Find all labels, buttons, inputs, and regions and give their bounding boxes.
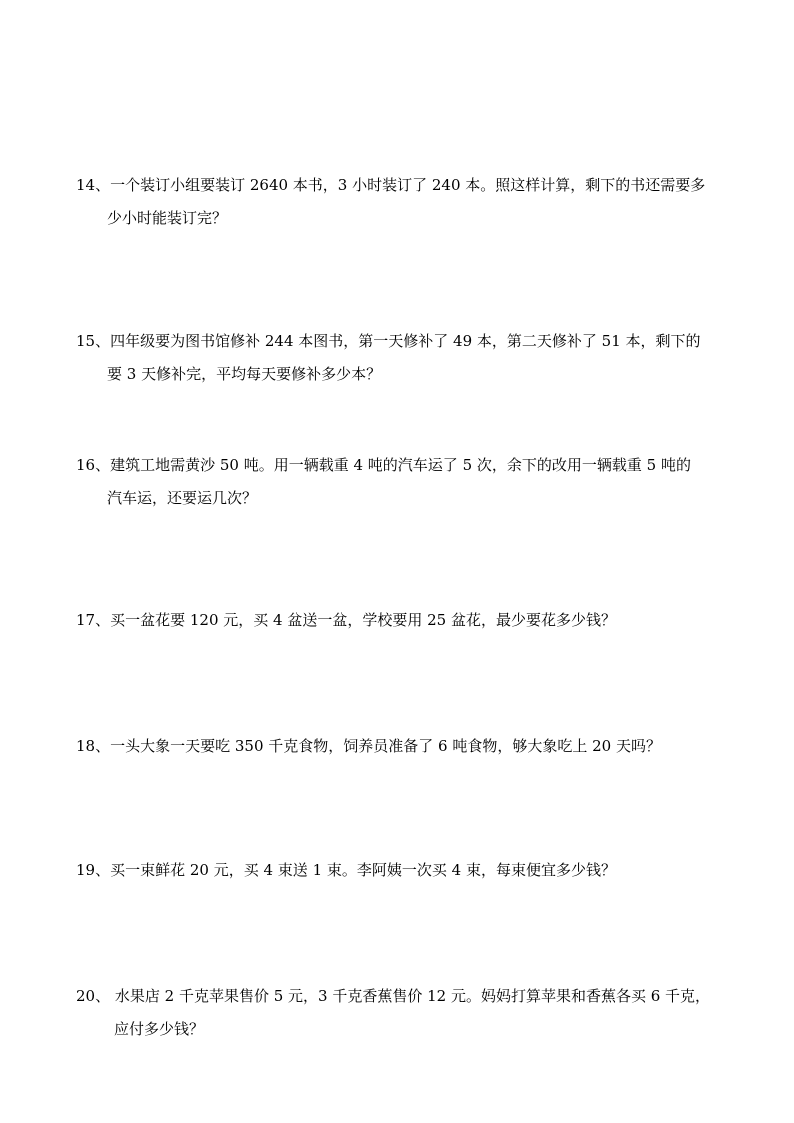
problem-number: 16、 bbox=[76, 456, 111, 474]
problem-20 bbox=[76, 980, 726, 1046]
problem-18 bbox=[76, 730, 726, 763]
problem-text: 一个装订小组要装订 2640 本书，3 小时装订了 240 本。照这样计算，剩下的书还需要多 bbox=[110, 176, 706, 194]
problem-number: 20、 bbox=[76, 987, 111, 1005]
problem-text-continued: 要 3 天修补完，平均每天要修补多少本？ bbox=[107, 365, 382, 383]
problem-14 bbox=[76, 169, 726, 235]
problem-number: 15、 bbox=[76, 332, 111, 350]
problem-line bbox=[76, 325, 726, 358]
problem-line bbox=[76, 730, 726, 763]
problem-text-continued: 应付多少钱？ bbox=[114, 1020, 205, 1038]
problem-number: 17、 bbox=[76, 611, 111, 629]
problem-16 bbox=[76, 449, 726, 515]
problem-number: 19、 bbox=[76, 861, 111, 879]
problem-text: 四年级要为图书馆修补 244 本图书，第一天修补了 49 本，第二天修补了 51 本，剩下的 bbox=[110, 332, 701, 350]
problem-number: 14、 bbox=[76, 176, 111, 194]
problem-line bbox=[76, 604, 726, 637]
problem-text-continued: 少小时能装订完？ bbox=[107, 209, 228, 227]
problem-text: 建筑工地需黄沙 50 吨。用一辆载重 4 吨的汽车运了 5 次，余下的改用一辆载重 5 吨的 bbox=[110, 456, 691, 474]
problem-line bbox=[76, 980, 726, 1013]
problem-19 bbox=[76, 854, 726, 887]
problem-line bbox=[76, 169, 726, 202]
problem-text: 买一盆花要 120 元，买 4 盆送一盆，学校要用 25 盆花，最少要花多少钱？ bbox=[110, 611, 616, 629]
problem-17 bbox=[76, 604, 726, 637]
problem-text: 买一束鲜花 20 元，买 4 束送 1 束。李阿姨一次买 4 束，每束便宜多少钱？ bbox=[110, 861, 616, 879]
problem-text-continued: 汽车运，还要运几次？ bbox=[107, 489, 258, 507]
problem-15 bbox=[76, 325, 726, 391]
problem-text: 一头大象一天要吃 350 千克食物，饲养员准备了 6 吨食物，够大象吃上 20 天吗？ bbox=[110, 737, 661, 755]
problem-number: 18、 bbox=[76, 737, 111, 755]
problem-text: 水果店 2 千克苹果售价 5 元，3 千克香蕉售价 12 元。妈妈打算苹果和香蕉各买 6 千克， bbox=[110, 987, 711, 1005]
problem-line bbox=[76, 854, 726, 887]
problem-line bbox=[76, 449, 726, 482]
